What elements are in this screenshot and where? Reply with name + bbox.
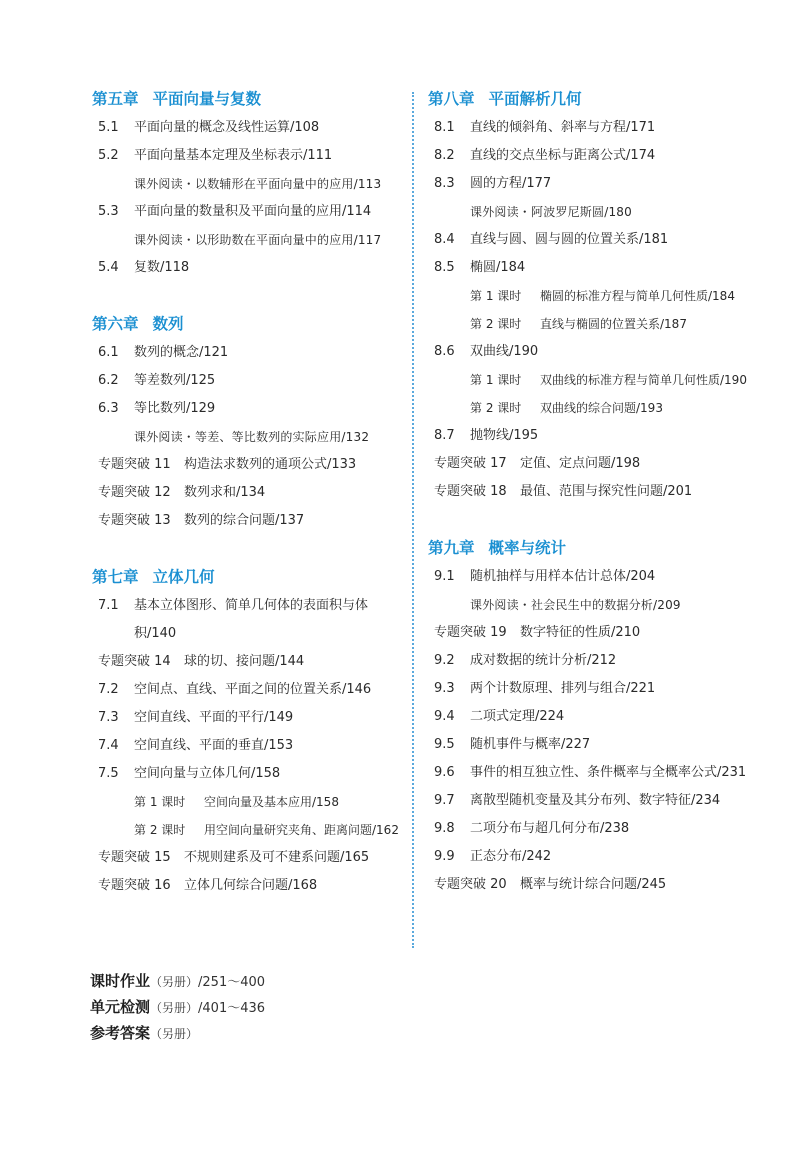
toc-entry-lesson	[428, 310, 758, 338]
appendix-line	[90, 996, 265, 1022]
section-number: 9.3	[434, 681, 455, 696]
toc-entry-lesson	[92, 816, 404, 844]
toc-entry-section	[92, 142, 404, 170]
entry-title: 离散型随机变量及其分布列、数字特征/234	[470, 793, 721, 808]
entry-title: 构造法求数列的通项公式/133	[184, 457, 357, 472]
appendix-label: 参考答案	[90, 1024, 151, 1042]
toc-entry-topic	[428, 619, 758, 647]
entry-title: 直线的倾斜角、斜率与方程/171	[470, 120, 656, 135]
chapter-number: 第五章	[92, 90, 139, 108]
topic-number: 专题突破 13	[98, 513, 171, 528]
toc-entry-extra	[92, 226, 404, 254]
lesson-number: 第 1 课时	[470, 373, 522, 387]
entry-title: 正态分布/242	[470, 849, 552, 864]
entry-title: 空间点、直线、平面之间的位置关系/146	[134, 682, 372, 697]
toc-entry-section	[428, 731, 758, 759]
toc-entry-section	[92, 732, 404, 760]
section-number: 8.2	[434, 148, 455, 163]
toc-entry-topic	[92, 451, 404, 479]
entry-title: 椭圆/184	[470, 260, 526, 275]
entry-title: 平面向量基本定理及坐标表示/111	[134, 148, 333, 163]
entry-title: 成对数据的统计分析/212	[470, 653, 617, 668]
entry-title: 圆的方程/177	[470, 176, 552, 191]
entry-title: 双曲线的综合问题/193	[540, 401, 663, 415]
entry-title: 随机事件与概率/227	[470, 737, 591, 752]
topic-number: 专题突破 19	[434, 625, 507, 640]
section-number: 8.3	[434, 176, 455, 191]
topic-number: 专题突破 14	[98, 654, 171, 669]
entry-title: 平面向量的概念及线性运算/108	[134, 120, 320, 135]
toc-entry-extra	[428, 591, 758, 619]
topic-number: 专题突破 16	[98, 878, 171, 893]
toc-entry-topic	[428, 478, 758, 506]
toc-entry-section	[92, 254, 404, 282]
entry-title: 空间直线、平面的平行/149	[134, 710, 294, 725]
chapter-heading	[92, 562, 404, 590]
toc-entry-lesson	[428, 394, 758, 422]
section-number: 8.7	[434, 428, 455, 443]
toc-entry-section	[428, 563, 758, 591]
entry-title: 抛物线/195	[470, 428, 539, 443]
toc-entry-section	[92, 592, 404, 648]
toc-entry-extra	[428, 198, 758, 226]
toc-entry-section	[92, 367, 404, 395]
toc-entry-section	[92, 704, 404, 732]
section-number: 7.4	[98, 738, 119, 753]
entry-title: 二项式定理/224	[470, 709, 565, 724]
entry-title: 概率与统计综合问题/245	[520, 877, 667, 892]
entry-title: 直线与圆、圆与圆的位置关系/181	[470, 232, 669, 247]
toc-entry-section	[428, 170, 758, 198]
toc-entry-topic	[92, 872, 404, 900]
section-number: 9.1	[434, 569, 455, 584]
entry-title: 直线与椭圆的位置关系/187	[540, 317, 687, 331]
entry-title: 等差数列/125	[134, 373, 216, 388]
toc-entry-section	[428, 787, 758, 815]
entry-title: 双曲线/190	[470, 344, 539, 359]
section-number: 9.2	[434, 653, 455, 668]
entry-title: 双曲线的标准方程与简单几何性质/190	[540, 373, 747, 387]
entry-title: 基本立体图形、简单几何体的表面积与体积/140	[134, 598, 369, 641]
toc-entry-section	[428, 142, 758, 170]
lesson-number: 第 1 课时	[470, 289, 522, 303]
appendix-note: （另册）	[150, 1001, 199, 1015]
toc-entry-section	[428, 759, 758, 787]
toc-bottom-section	[90, 970, 265, 1048]
entry-title: 课外阅读・阿波罗尼斯圆/180	[470, 205, 632, 219]
entry-title: 两个计数原理、排列与组合/221	[470, 681, 656, 696]
topic-number: 专题突破 20	[434, 877, 507, 892]
section-number: 6.3	[98, 401, 119, 416]
entry-title: 课外阅读・社会民生中的数据分析/209	[470, 598, 681, 612]
entry-title: 课外阅读・等差、等比数列的实际应用/132	[134, 430, 370, 444]
toc-entry-section	[428, 815, 758, 843]
toc-entry-section	[428, 422, 758, 450]
chapter-title: 平面解析几何	[488, 90, 582, 108]
section-number: 6.2	[98, 373, 119, 388]
appendix-label: 课时作业	[90, 972, 151, 990]
entry-title: 事件的相互独立性、条件概率与全概率公式/231	[470, 765, 747, 780]
lesson-number: 第 1 课时	[134, 795, 186, 809]
toc-right-column	[428, 84, 758, 899]
entry-title: 数列的综合问题/137	[184, 513, 305, 528]
toc-entry-lesson	[428, 366, 758, 394]
section-number: 8.4	[434, 232, 455, 247]
entry-title: 复数/118	[134, 260, 190, 275]
entry-title: 空间向量与立体几何/158	[134, 766, 281, 781]
chapter-title: 概率与统计	[488, 539, 567, 557]
section-number: 9.4	[434, 709, 455, 724]
section-number: 5.3	[98, 204, 119, 219]
toc-entry-section	[92, 198, 404, 226]
toc-entry-section	[428, 114, 758, 142]
chapter-number: 第九章	[428, 539, 475, 557]
section-number: 5.1	[98, 120, 119, 135]
toc-entry-topic	[428, 871, 758, 899]
toc-entry-section	[428, 647, 758, 675]
chapter-heading	[428, 533, 758, 561]
lesson-number: 第 2 课时	[470, 401, 522, 415]
section-number: 9.7	[434, 793, 455, 808]
section-number: 7.3	[98, 710, 119, 725]
appendix-line	[90, 1022, 265, 1048]
toc-entry-section	[428, 703, 758, 731]
chapter-number: 第八章	[428, 90, 475, 108]
chapter-title: 平面向量与复数	[152, 90, 262, 108]
toc-entry-topic	[92, 507, 404, 535]
chapter-number: 第六章	[92, 315, 139, 333]
chapter-heading	[428, 84, 758, 112]
toc-entry-lesson	[428, 282, 758, 310]
entry-title: 数字特征的性质/210	[520, 625, 641, 640]
entry-title: 空间向量及基本应用/158	[204, 795, 339, 809]
toc-entry-section	[92, 676, 404, 704]
toc-entry-section	[92, 760, 404, 788]
chapter-heading	[92, 309, 404, 337]
entry-title: 二项分布与超几何分布/238	[470, 821, 630, 836]
section-number: 5.2	[98, 148, 119, 163]
toc-entry-section	[92, 339, 404, 367]
entry-title: 不规则建系及可不建系问题/165	[184, 850, 370, 865]
toc-entry-extra	[92, 423, 404, 451]
section-number: 6.1	[98, 345, 119, 360]
appendix-pages: /401～436	[198, 1001, 266, 1016]
entry-title: 最值、范围与探究性问题/201	[520, 484, 693, 499]
toc-entry-section	[428, 675, 758, 703]
topic-number: 专题突破 18	[434, 484, 507, 499]
section-number: 8.6	[434, 344, 455, 359]
entry-title: 立体几何综合问题/168	[184, 878, 318, 893]
toc-entry-section	[428, 843, 758, 871]
entry-title: 等比数列/129	[134, 401, 216, 416]
topic-number: 专题突破 15	[98, 850, 171, 865]
entry-title: 直线的交点坐标与距离公式/174	[470, 148, 656, 163]
entry-title: 空间直线、平面的垂直/153	[134, 738, 294, 753]
appendix-note: （另册）	[150, 1027, 199, 1041]
toc-entry-topic	[92, 479, 404, 507]
chapter-title: 立体几何	[152, 568, 215, 586]
entry-title: 课外阅读・以形助数在平面向量中的应用/117	[134, 233, 382, 247]
entry-title: 随机抽样与用样本估计总体/204	[470, 569, 656, 584]
section-number: 9.6	[434, 765, 455, 780]
entry-title: 定值、定点问题/198	[520, 456, 641, 471]
entry-title: 数列的概念/121	[134, 345, 229, 360]
toc-entry-lesson	[92, 788, 404, 816]
entry-title: 课外阅读・以数辅形在平面向量中的应用/113	[134, 177, 382, 191]
section-number: 7.1	[98, 598, 119, 613]
entry-title: 平面向量的数量积及平面向量的应用/114	[134, 204, 372, 219]
toc-entry-topic	[428, 450, 758, 478]
toc-entry-section	[92, 114, 404, 142]
section-number: 9.5	[434, 737, 455, 752]
section-number: 8.5	[434, 260, 455, 275]
lesson-number: 第 2 课时	[470, 317, 522, 331]
section-number: 7.5	[98, 766, 119, 781]
toc-left-column	[92, 84, 404, 900]
entry-title: 用空间向量研究夹角、距离问题/162	[204, 823, 399, 837]
topic-number: 专题突破 17	[434, 456, 507, 471]
entry-title: 椭圆的标准方程与简单几何性质/184	[540, 289, 735, 303]
lesson-number: 第 2 课时	[134, 823, 186, 837]
toc-entry-extra	[92, 170, 404, 198]
appendix-note: （另册）	[150, 975, 199, 989]
appendix-line	[90, 970, 265, 996]
appendix-pages: /251～400	[198, 975, 266, 990]
topic-number: 专题突破 12	[98, 485, 171, 500]
entry-title: 球的切、接问题/144	[184, 654, 305, 669]
column-divider	[412, 92, 414, 948]
section-number: 9.8	[434, 821, 455, 836]
section-number: 7.2	[98, 682, 119, 697]
section-number: 9.9	[434, 849, 455, 864]
toc-entry-section	[428, 226, 758, 254]
section-number: 8.1	[434, 120, 455, 135]
toc-entry-topic	[92, 648, 404, 676]
toc-entry-section	[428, 338, 758, 366]
toc-entry-section	[92, 395, 404, 423]
topic-number: 专题突破 11	[98, 457, 171, 472]
chapter-heading	[92, 84, 404, 112]
toc-entry-topic	[92, 844, 404, 872]
appendix-label: 单元检测	[90, 998, 151, 1016]
chapter-number: 第七章	[92, 568, 139, 586]
chapter-title: 数列	[152, 315, 184, 333]
section-number: 5.4	[98, 260, 119, 275]
toc-entry-section	[428, 254, 758, 282]
entry-title: 数列求和/134	[184, 485, 266, 500]
